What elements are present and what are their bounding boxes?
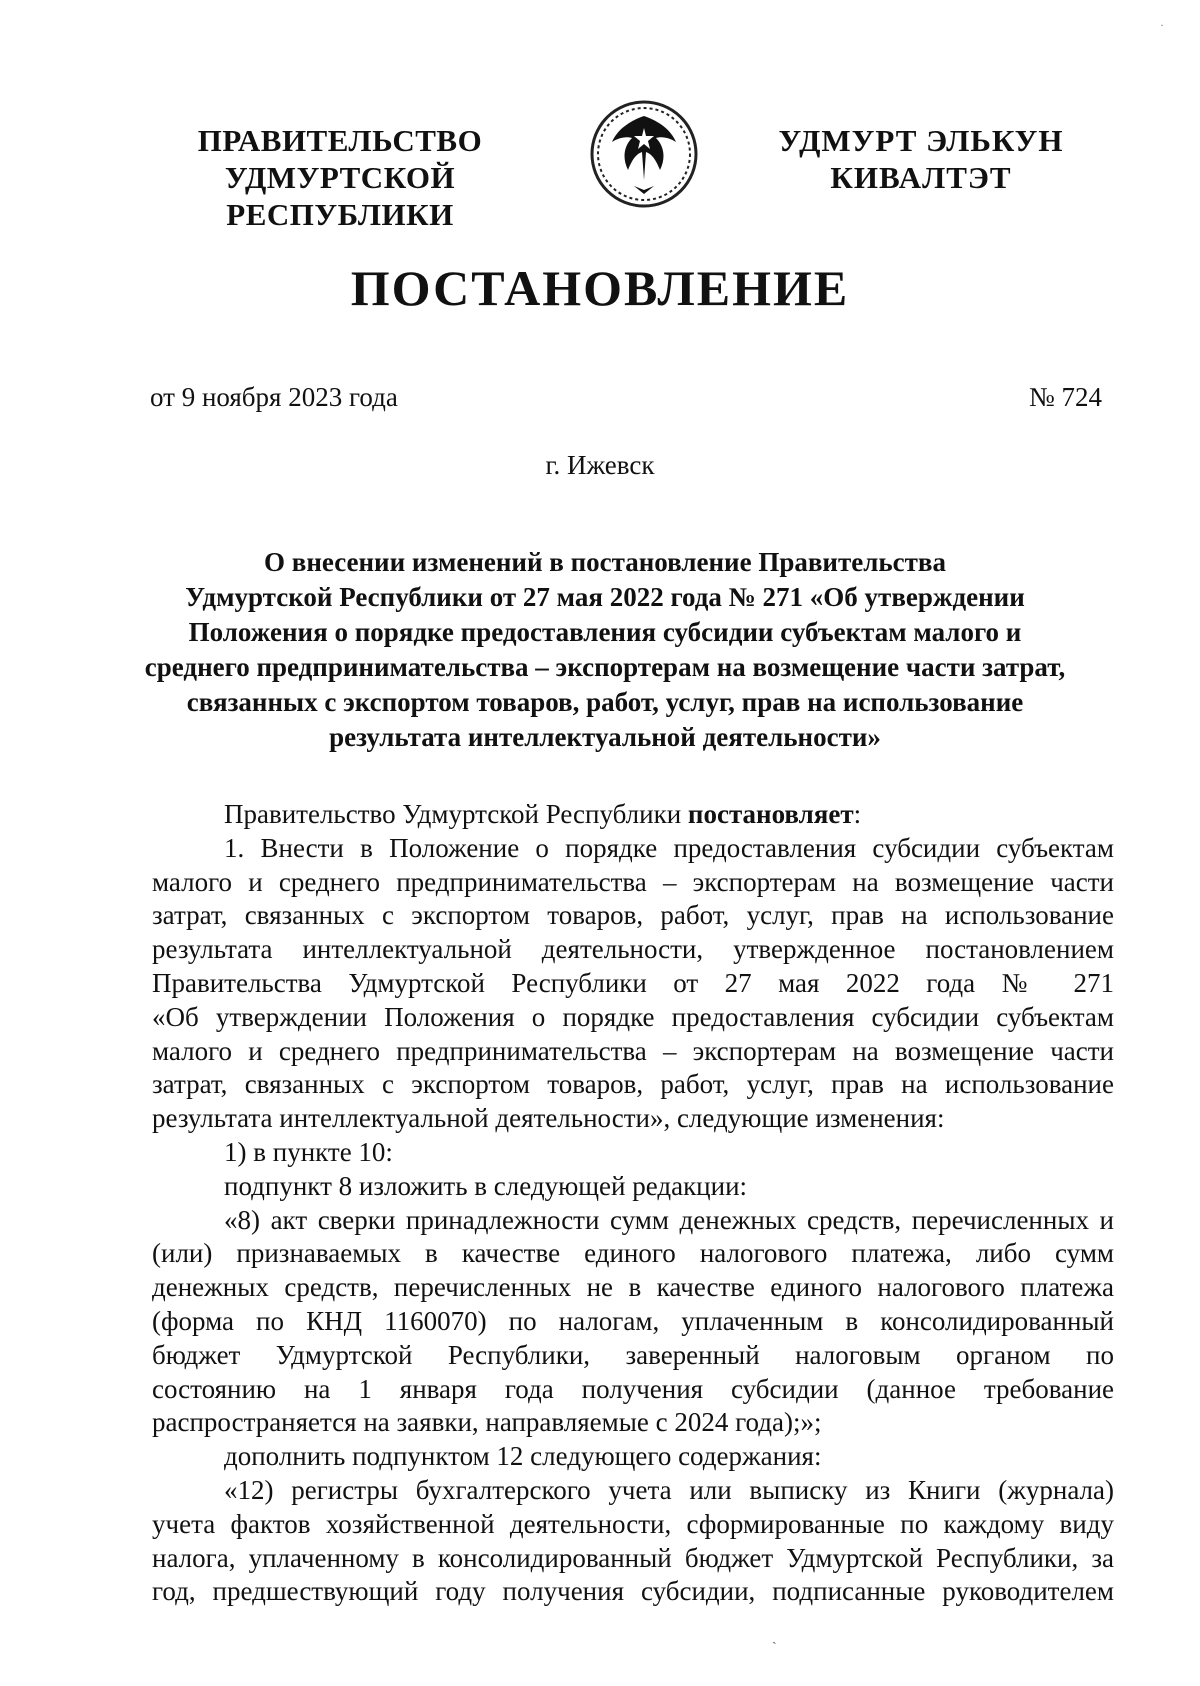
body-line: (или) признаваемых в качестве единого налогового платежа, либо сумм [152,1238,1114,1269]
body-line: налога, уплаченному в консолидированный бюджет Удмуртской Республики, за [152,1542,1114,1573]
body-line: затрат, связанных с экспортом товаров, работ, услуг, прав на использование [152,1069,1114,1100]
body-line: распространяется на заявки, направляемые с 2024 года);»; [152,1407,822,1438]
document-body [152,798,1114,1609]
body-line: денежных средств, перечисленных не в качестве единого налогового платежа [152,1272,1114,1303]
body-line: результата интеллектуальной деятельности, утвержденное постановлением [152,934,1114,965]
body-line: год, предшествующий году получения субсидии, подписанные руководителем [152,1576,1114,1607]
body-line: «8) акт сверки принадлежности сумм денежных средств, перечисленных и [224,1204,1114,1235]
intro-colon: : [853,799,862,829]
org-name-udmurt [766,122,1076,196]
scan-speck: · [1160,18,1164,32]
org-name-udmurt-line2: КИВАЛТЭТ [830,160,1012,195]
body-line: 1. Внести в Положение о порядке предоставления субсидии субъектам [224,832,1114,863]
body-line: «Об утверждении Положения о порядке предоставления субсидии субъектам [152,1001,1114,1032]
udmurt-coat-of-arms-icon [588,98,700,210]
intro-text: Правительство Удмуртской Республики [224,799,688,829]
org-name-russian [120,122,560,233]
body-line: малого и среднего предпринимательства – экспортерам на возмещение части [152,866,1114,897]
body-line: 1) в пункте 10: [224,1136,393,1167]
body-line: Правительства Удмуртской Республики от 27 мая 2022 года № 271 [152,967,1114,998]
document-city: г. Ижевск [545,450,655,480]
body-line: дополнить подпунктом 12 следующего содержания: [224,1441,822,1472]
subject-line: Удмуртской Республики от 27 мая 2022 года № 271 «Об утверждении [185,582,1025,612]
body-line: результата интеллектуальной деятельности», следующие изменения: [152,1103,945,1134]
subject-line: О внесении изменений в постановление Правительства [264,547,946,577]
body-line: малого и среднего предпринимательства – экспортерам на возмещение части [152,1035,1114,1066]
document-subject [120,545,1090,755]
body-line: «12) регистры бухгалтерского учета или выписку из Книги (журнала) [224,1474,1114,1505]
org-name-russian-line2: УДМУРТСКОЙ РЕСПУБЛИКИ [224,160,456,232]
subject-line: Положения о порядке предоставления субсидии субъектам малого и [188,617,1022,647]
scan-mark: ˎ [772,1630,777,1645]
org-name-udmurt-line1: УДМУРТ ЭЛЬКУН [778,123,1064,158]
body-line: (форма по КНД 1160070) по налогам, уплаченным в консолидированный [152,1305,1114,1336]
body-line: подпункт 8 изложить в следующей редакции: [224,1170,748,1201]
intro-verb: постановляет [687,799,854,829]
document-number: № 724 [1028,382,1102,412]
org-name-russian-line1: ПРАВИТЕЛЬСТВО [197,123,483,158]
document-title: ПОСТАНОВЛЕНИЕ [350,260,850,316]
body-line: затрат, связанных с экспортом товаров, работ, услуг, прав на использование [152,900,1114,931]
intro-paragraph [152,798,1114,832]
subject-line: среднего предпринимательства – экспортерам на возмещение части затрат, [144,652,1066,682]
subject-line: результата интеллектуальной деятельности» [329,722,881,752]
subject-line: связанных с экспортом товаров, работ, услуг, прав на использование [186,687,1024,717]
body-line: состоянию на 1 января года получения субсидии (данное требование [152,1373,1114,1404]
body-line: учета фактов хозяйственной деятельности, сформированные по каждому виду [152,1508,1114,1539]
body-line: бюджет Удмуртской Республики, заверенный налоговым органом по [152,1339,1114,1370]
document-date: от 9 ноября 2023 года [150,382,398,412]
